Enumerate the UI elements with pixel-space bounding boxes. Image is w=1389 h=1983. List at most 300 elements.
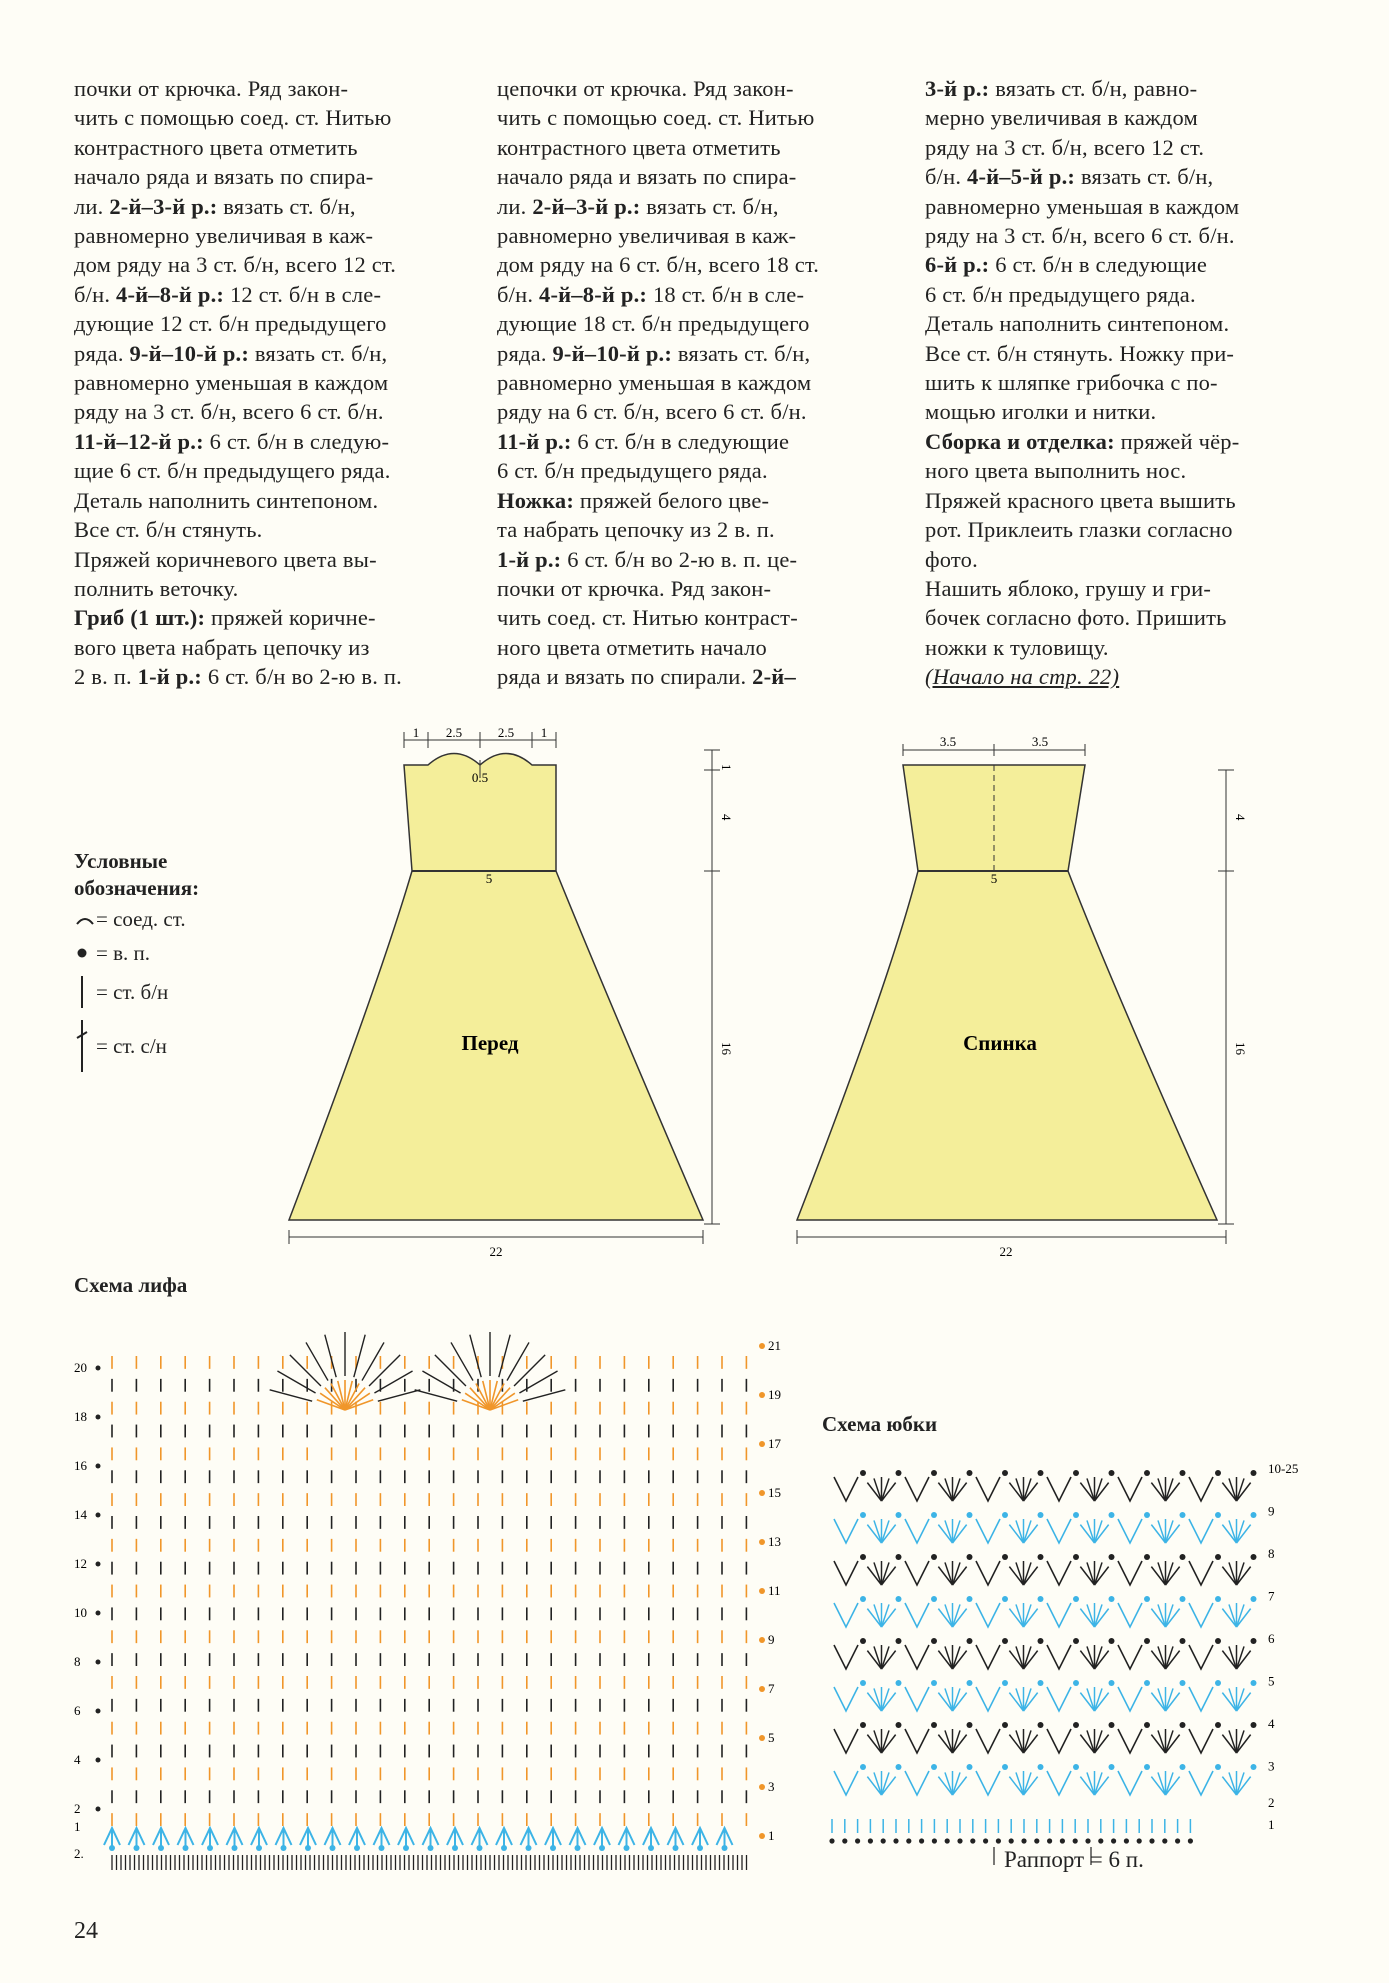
bodice-dot [158,1845,164,1851]
skirt-chain [1085,1838,1090,1843]
skirt-chain [1180,1596,1186,1602]
skirt-fan-stitch [1024,1478,1032,1501]
skirt-chain [1073,1470,1079,1476]
front-label: Перед [461,1031,519,1055]
skirt-chain [931,1638,937,1644]
skirt-v-stitch [834,1561,858,1585]
skirt-fan-stitch [1222,1567,1236,1585]
skirt-chain [1109,1764,1115,1770]
skirt-fan-stitch [1024,1520,1032,1543]
skirt-fan-stitch [1095,1651,1109,1669]
skirt-v-stitch [1118,1561,1142,1585]
back-waist-dim: 5 [990,871,998,886]
skirt-fan-stitch [1016,1478,1024,1501]
row-dot [96,1807,101,1812]
skirt-chain [1038,1680,1044,1686]
skirt-fan-stitch [1237,1562,1245,1585]
text-line: равномерно уменьшая в каждом [497,370,812,396]
text-line: Все ст. б/н стянуть. Ножку при- [925,340,1235,366]
legend-title-2: обозначения: [74,876,200,900]
row-dot [759,1735,765,1741]
skirt-chain [967,1512,973,1518]
skirt-chain [1215,1680,1221,1686]
text-line: ли. 2-й–3-й р.: вязать ст. б/н, [74,193,356,219]
skirt-chain [896,1764,902,1770]
skirt-fan-stitch [1024,1777,1038,1795]
skirt-fan-stitch [1166,1693,1180,1711]
row-label-right: 19 [768,1387,781,1402]
skirt-chain [1038,1638,1044,1644]
skirt-fan-stitch [882,1730,890,1753]
skirt-v-stitch [976,1519,1000,1543]
skirt-fan-stitch [867,1525,881,1543]
skirt-fan-stitch [874,1730,882,1753]
skirt-chain [896,1554,902,1560]
skirt-fan-stitch [953,1735,967,1753]
skirt-fan-stitch [867,1735,881,1753]
skirt-chain [860,1554,866,1560]
row-dot [96,1513,101,1518]
front-side-dim-3: 16 [719,1042,734,1055]
skirt-fan-stitch [945,1646,953,1669]
text-line: вого цвета набрать цепочку из [74,634,370,660]
skirt-chain [1109,1512,1115,1518]
skirt-chart-title: Схема юбки [822,1412,938,1436]
skirt-fan-stitch [1016,1646,1024,1669]
skirt-v-stitch [976,1729,1000,1753]
text-line: ного цвета отметить начало [497,634,767,660]
skirt-v-stitch [905,1771,929,1795]
skirt-fan-stitch [945,1730,953,1753]
skirt-chain [1180,1512,1186,1518]
skirt-v-stitch [976,1645,1000,1669]
skirt-chain [860,1470,866,1476]
text-line: чить соед. ст. Нитью контраст- [497,605,798,631]
skirt-v-stitch [834,1771,858,1795]
skirt-fan-stitch [1087,1688,1095,1711]
skirt-chain [1073,1838,1078,1843]
skirt-chain [1175,1838,1180,1843]
text-line: Сборка и отделка: пряжей чёр- [925,428,1240,454]
skirt-chain [1215,1470,1221,1476]
skirt-fan-stitch [1237,1567,1251,1585]
text-column-1 [74,74,464,692]
skirt-v-stitch [1189,1687,1213,1711]
skirt-v-stitch [1189,1603,1213,1627]
text-line: ряда. 9-й–10-й р.: вязать ст. б/н, [74,340,388,366]
skirt-fan-stitch [1095,1777,1109,1795]
text-line: дующие 12 ст. б/н предыдущего [74,311,387,337]
skirt-fan-stitch [1166,1651,1180,1669]
skirt-fan-stitch [1237,1651,1251,1669]
text-line: ного цвета выполнить нос. [925,458,1187,484]
skirt-chain [1047,1838,1052,1843]
skirt-v-stitch [1118,1687,1142,1711]
text-line: фото. [925,546,978,572]
skirt-chain [1215,1596,1221,1602]
skirt-chain [1144,1680,1150,1686]
row-label-right: 5 [768,1730,775,1745]
text-line: щие 6 ст. б/н предыдущего ряда. [74,458,391,484]
skirt-fan-stitch [1237,1730,1245,1753]
skirt-fan-stitch [953,1525,967,1543]
skirt-fan-stitch [1024,1735,1038,1753]
skirt-fan-stitch [1158,1646,1166,1669]
skirt-chain [1215,1764,1221,1770]
text-line: б/н. 4-й–8-й р.: 18 ст. б/н в сле- [497,281,805,307]
text-line: дом ряду на 6 ст. б/н, всего 18 ст. [497,252,820,278]
front-top-dim-4: 1 [540,725,548,740]
skirt-chain [1073,1680,1079,1686]
text-line: 2 в. п. 1-й р.: 6 ст. б/н во 2-ю в. п. [74,664,402,690]
text-line: равномерно уменьшая в каждом [74,370,389,396]
skirt-v-stitch [905,1687,929,1711]
text-line: чить с помощью соед. ст. Нитью [497,105,815,131]
row-label-left: 1 [74,1819,81,1834]
front-neck-dim: 0.5 [471,770,489,785]
text-line: равномерно уменьшая в каждом [925,193,1240,219]
skirt-chain [1215,1512,1221,1518]
skirt-v-stitch [905,1561,929,1585]
skirt-fan-stitch [938,1525,952,1543]
skirt-fan-stitch [1237,1525,1251,1543]
skirt-chain [1111,1838,1116,1843]
skirt-v-stitch [834,1603,858,1627]
skirt-fan-stitch [1166,1777,1180,1795]
skirt-fan-stitch [1151,1609,1165,1627]
skirt-chain [931,1764,937,1770]
skirt-chain [1162,1838,1167,1843]
text-line: Деталь наполнить синтепоном. [925,311,1230,337]
text-line: ряду на 3 ст. б/н, всего 6 ст. б/н. [925,223,1235,249]
back-side-dim-2: 16 [1233,1042,1248,1055]
skirt-fan-stitch [882,1688,890,1711]
skirt-fan-stitch [1222,1609,1236,1627]
skirt-fan-stitch [953,1483,967,1501]
skirt-chain [868,1838,873,1843]
legend-label: = ст. с/н [96,1033,167,1058]
skirt-fan-stitch [1095,1478,1103,1501]
skirt-chain [1034,1838,1039,1843]
skirt-fan-stitch [1158,1772,1166,1795]
skirt-fan-stitch [1222,1735,1236,1753]
skirt-v-stitch [1118,1729,1142,1753]
skirt-chain [896,1596,902,1602]
skirt-fan-stitch [1166,1646,1174,1669]
skirt-chain [1109,1596,1115,1602]
skirt-fan-stitch [1024,1688,1032,1711]
row-label-left: 16 [74,1458,87,1473]
legend-label: = ст. б/н [96,979,169,1004]
text-line: 3-й р.: вязать ст. б/н, равно- [925,76,1198,101]
row-dot [759,1392,765,1398]
skirt-fan-stitch [1024,1730,1032,1753]
skirt-fan-stitch [1080,1567,1094,1585]
skirt-v-stitch [1189,1645,1213,1669]
text-line: ряду на 6 ст. б/н, всего 6 ст. б/н. [497,399,807,425]
skirt-fan-stitch [1222,1525,1236,1543]
skirt-fan-stitch [953,1646,961,1669]
row-label-left: 6 [74,1703,81,1718]
skirt-fan-stitch [938,1735,952,1753]
bodice-shell-outer [325,1335,336,1378]
text-line: б/н. 4-й–5-й р.: вязать ст. б/н, [925,164,1214,190]
bodice-dot [648,1845,654,1851]
skirt-fan-stitch [1222,1777,1236,1795]
skirt-chain [896,1470,902,1476]
bodice-shell-outer [378,1390,421,1401]
bodice-dot [697,1845,703,1851]
skirt-fan-stitch [1016,1520,1024,1543]
skirt-fan-stitch [882,1772,890,1795]
skirt-chain [1109,1722,1115,1728]
text-line: 6-й р.: 6 ст. б/н в следующие [925,252,1208,278]
bodice-dot [526,1845,532,1851]
row-label-right: 15 [768,1485,781,1500]
skirt-fan-stitch [1151,1651,1165,1669]
row-dot [96,1660,101,1665]
bodice-dot [134,1845,140,1851]
skirt-fan-stitch [1151,1777,1165,1795]
bodice-shell-outer [270,1390,313,1401]
skirt-fan-stitch [1166,1520,1174,1543]
skirt-chain [1060,1838,1065,1843]
skirt-chain [1180,1764,1186,1770]
text-line: начало ряда и вязать по спира- [497,164,797,190]
skirt-chain [860,1722,866,1728]
text-line: Ножка: пряжей белого цве- [497,487,770,513]
skirt-fan-stitch [1024,1604,1032,1627]
skirt-chain [931,1470,937,1476]
skirt-v-stitch [905,1645,929,1669]
skirt-fan-stitch [1095,1693,1109,1711]
skirt-fan-stitch [1237,1609,1251,1627]
front-piece [289,725,734,1259]
skirt-fan-stitch [1237,1735,1251,1753]
skirt-fan-stitch [1016,1562,1024,1585]
back-top-dim-1: 3.5 [939,734,957,749]
skirt-fan-stitch [1166,1735,1180,1753]
skirt-row-label: 8 [1268,1546,1275,1561]
skirt-fan-stitch [1237,1772,1245,1795]
skirt-v-stitch [1189,1771,1213,1795]
skirt-chain [1109,1638,1115,1644]
skirt-v-stitch [834,1687,858,1711]
bodice-shell-outer [354,1335,365,1378]
bodice-dot [501,1845,507,1851]
row-dot [96,1709,101,1714]
text-line: чить с помощью соед. ст. Нитью [74,105,392,131]
text-line: равномерно увеличивая в каж- [497,223,797,249]
skirt-fan-stitch [882,1693,896,1711]
text-line: контрастного цвета отметить [74,134,358,160]
skirt-v-stitch [1118,1519,1142,1543]
text-line: мощью иголки и нитки. [925,399,1157,425]
skirt-chain [1251,1512,1257,1518]
skirt-v-stitch [905,1603,929,1627]
skirt-chain [860,1512,866,1518]
skirt-fan-stitch [1095,1772,1103,1795]
skirt-chain [1251,1722,1257,1728]
skirt-v-stitch [905,1519,929,1543]
skirt-fan-stitch [1024,1562,1032,1585]
legend-title-1: Условные [74,849,168,873]
skirt-fan-stitch [1166,1604,1174,1627]
bodice-dot [109,1845,115,1851]
skirt-chain [1124,1838,1129,1843]
row-dot [759,1637,765,1643]
skirt-fan-stitch [1237,1478,1245,1501]
skirt-fan-stitch [953,1478,961,1501]
skirt-fan-stitch [1009,1777,1023,1795]
skirt-fan-stitch [1166,1478,1174,1501]
skirt-v-stitch [1189,1729,1213,1753]
skirt-chain [1038,1512,1044,1518]
skirt-fan-stitch [1229,1562,1237,1585]
skirt-fan-stitch [1009,1609,1023,1627]
text-line: Пряжей коричневого цвета вы- [74,546,377,572]
skirt-v-stitch [1047,1519,1071,1543]
skirt-chain [1144,1470,1150,1476]
skirt-chain [1073,1722,1079,1728]
skirt-fan-stitch [1016,1688,1024,1711]
skirt-fan-stitch [945,1604,953,1627]
skirt-fan-stitch [953,1604,961,1627]
row-label-left: 2 [74,1801,81,1816]
skirt-fan-stitch [945,1772,953,1795]
legend-label: = в. п. [96,940,150,965]
skirt-chain [1002,1680,1008,1686]
skirt-chain [842,1838,847,1843]
skirt-chain [1002,1722,1008,1728]
skirt-chain [1073,1638,1079,1644]
skirt-v-stitch [834,1519,858,1543]
skirt-fan-stitch [1229,1730,1237,1753]
text-line: б/н. 4-й–8-й р.: 12 ст. б/н в сле- [74,281,382,307]
skirt-chain [1251,1638,1257,1644]
skirt-row-label: 3 [1268,1758,1275,1774]
skirt-chain [896,1512,902,1518]
skirt-fan-stitch [1158,1520,1166,1543]
skirt-chain [1038,1596,1044,1602]
skirt-chain [1180,1722,1186,1728]
bodice-dot [207,1845,213,1851]
skirt-fan-stitch [953,1651,967,1669]
skirt-chain [945,1838,950,1843]
bodice-dot [477,1845,483,1851]
skirt-fan-stitch [1229,1478,1237,1501]
skirt-fan-stitch [867,1567,881,1585]
skirt-fan-stitch [1158,1478,1166,1501]
text-line: бочек согласно фото. Пришить [925,605,1227,631]
bodice-dot [599,1845,605,1851]
text-line: Все ст. б/н стянуть. [74,517,263,543]
bodice-dot [305,1845,311,1851]
text-line: ли. 2-й–3-й р.: вязать ст. б/н, [497,193,779,219]
skirt-chain [967,1764,973,1770]
skirt-v-stitch [1047,1729,1071,1753]
skirt-fan-stitch [1080,1777,1094,1795]
skirt-fan-stitch [938,1483,952,1501]
row-label-right: 17 [768,1436,781,1451]
skirt-chain [1251,1764,1257,1770]
skirt-v-stitch [1047,1561,1071,1585]
text-line: дом ряду на 3 ст. б/н, всего 12 ст. [74,252,397,278]
skirt-v-stitch [1047,1645,1071,1669]
skirt-fan-stitch [1166,1562,1174,1585]
back-piece [797,734,1248,1259]
skirt-fan-stitch [874,1562,882,1585]
skirt-chain [931,1512,937,1518]
bodice-dot [232,1845,238,1851]
skirt-v-stitch [1189,1561,1213,1585]
skirt-fan-stitch [1080,1651,1094,1669]
skirt-chain [1251,1554,1257,1560]
row-dot [96,1611,101,1616]
skirt-fan-stitch [1024,1693,1038,1711]
skirt-v-stitch [976,1477,1000,1501]
skirt-chain [1144,1596,1150,1602]
skirt-fan-stitch [867,1651,881,1669]
front-top-dim-3: 2.5 [497,725,515,740]
skirt-v-stitch [1118,1645,1142,1669]
text-line: ряду на 3 ст. б/н, всего 6 ст. б/н. [74,399,384,425]
text-line: дующие 18 ст. б/н предыдущего [497,311,810,337]
text-line: почки от крючка. Ряд закон- [74,76,349,101]
row-dot [96,1415,101,1420]
skirt-fan-stitch [1095,1604,1103,1627]
skirt-chain [1149,1838,1154,1843]
text-line: 6 ст. б/н предыдущего ряда. [497,458,768,484]
skirt-fan-stitch [1166,1525,1180,1543]
skirt-fan-stitch [1095,1646,1103,1669]
skirt-fan-stitch [1237,1646,1245,1669]
skirt-fan-stitch [1158,1604,1166,1627]
skirt-chain [1009,1838,1014,1843]
skirt-fan-stitch [1222,1651,1236,1669]
skirt-fan-stitch [1237,1693,1251,1711]
skirt-chain [1038,1470,1044,1476]
text-line: мерно увеличивая в каждом [925,105,1198,131]
skirt-chain [967,1722,973,1728]
front-top-dim-2: 2.5 [445,725,463,740]
skirt-row-label: 1 [1268,1817,1275,1832]
skirt-fan-stitch [1158,1562,1166,1585]
skirt-chain [919,1838,924,1843]
row-dot [759,1490,765,1496]
skirt-fan-stitch [1166,1772,1174,1795]
skirt-fan-stitch [953,1562,961,1585]
skirt-fan-stitch [1166,1730,1174,1753]
skirt-chain [1215,1638,1221,1644]
text-column-3 [925,74,1320,692]
row-label-right: 9 [768,1632,775,1647]
skirt-chain [967,1680,973,1686]
skirt-chain [860,1638,866,1644]
bodice-chart [60,1310,780,1890]
row-label-left: 10 [74,1605,87,1620]
skirt-fan-stitch [1229,1604,1237,1627]
row-label-left: 14 [74,1507,87,1522]
skirt-chain [1002,1638,1008,1644]
skirt-fan-stitch [953,1772,961,1795]
text-line: Нашить яблоко, грушу и гри- [925,575,1212,601]
skirt-chain [967,1638,973,1644]
skirt-fan-stitch [882,1483,896,1501]
skirt-v-stitch [1118,1603,1142,1627]
bodice-shell-outer [499,1335,510,1378]
text-line: шить к шляпке грибочка с по- [925,370,1218,396]
